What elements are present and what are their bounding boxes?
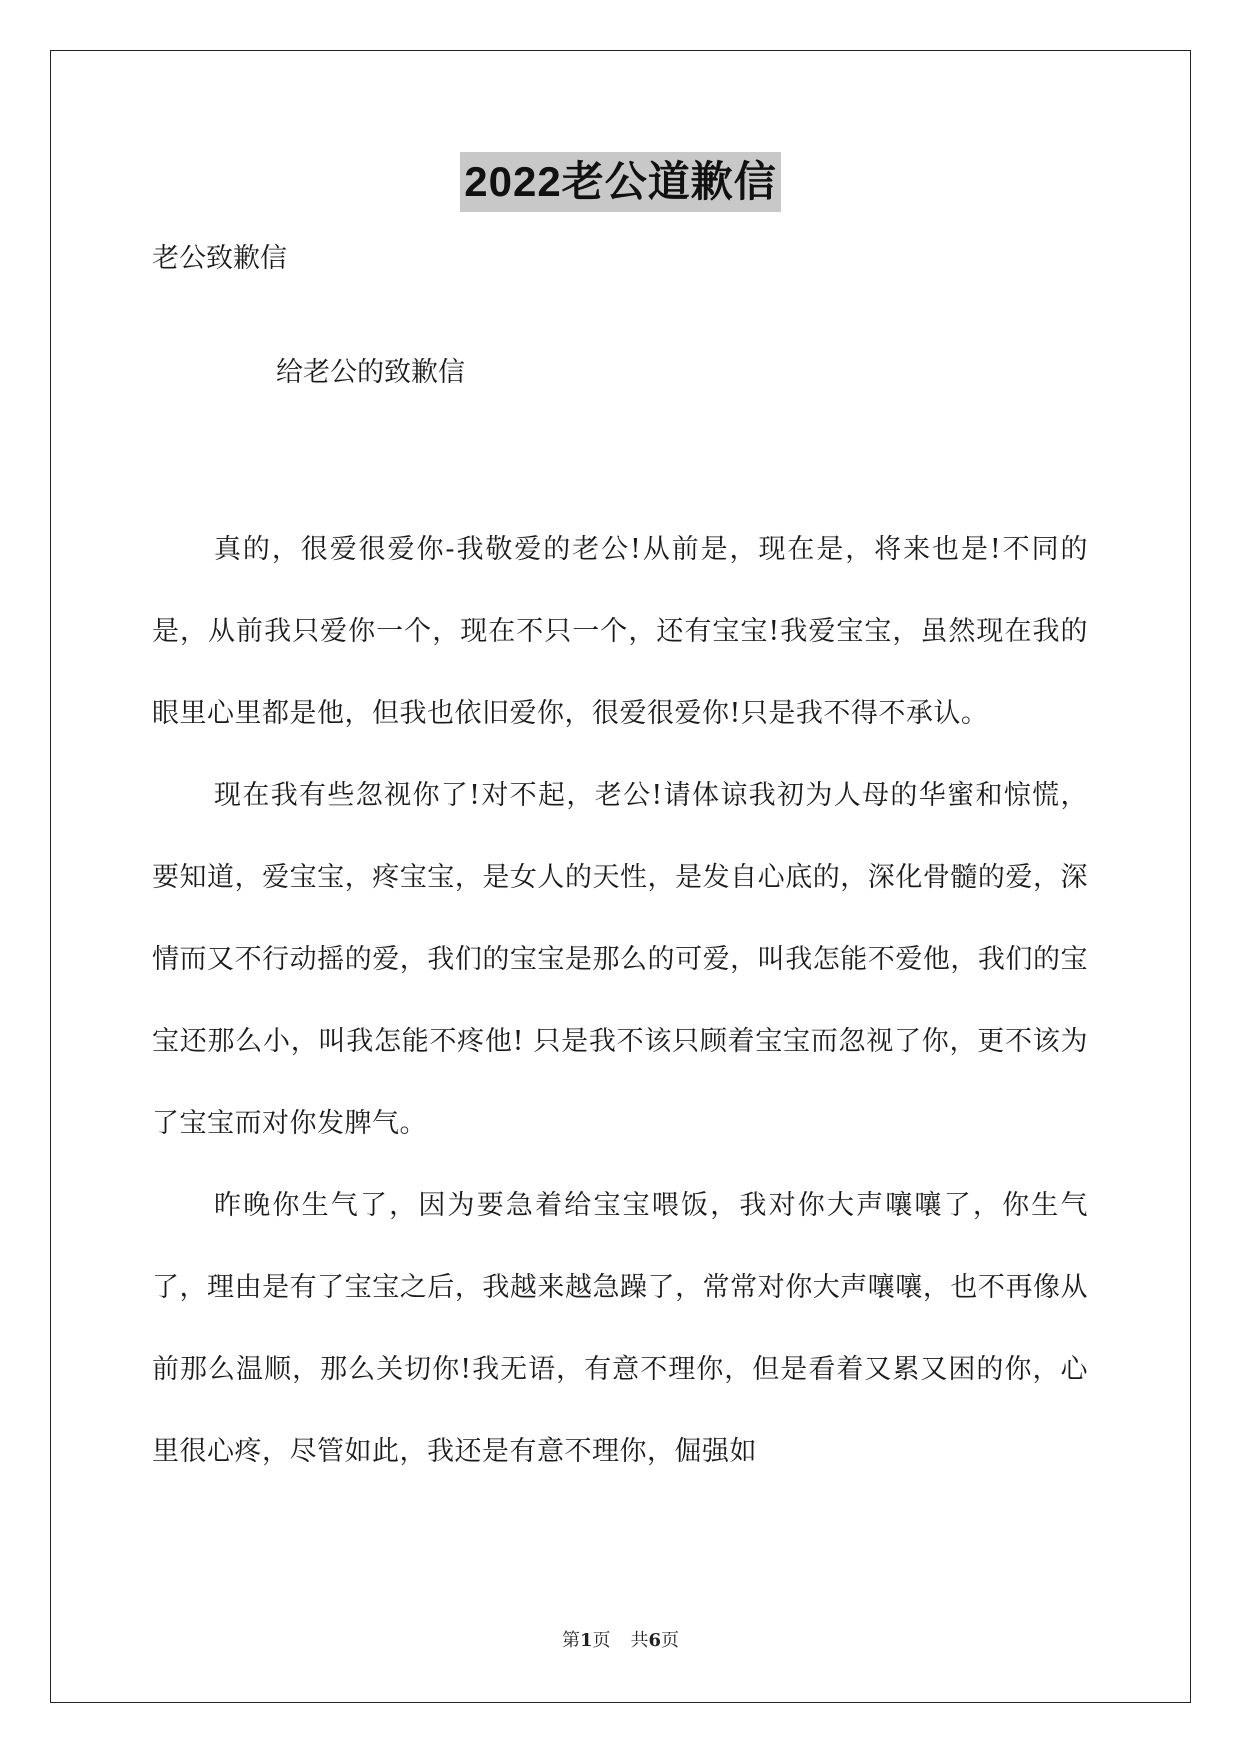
footer-prefix: 第 — [561, 1630, 580, 1651]
heading-line-2: 给老公的致歉信 — [276, 357, 465, 388]
paragraph: 现在我有些忽视你了!对不起，老公!请体谅我初为人母的华蜜和惊慌，要知道，爱宝宝，疼宝宝，是女人的天性，是发自心底的，深化骨髓的爱，深情而又不行动摇的爱，我们的宝宝是那么的可爱，叫我怎能不爱他，我们的宝宝还那么小，叫我怎能不疼他! 只是我不该只顾着宝宝而忽视了你，更不该为了宝宝而对你发脾气。 — [152, 780, 1088, 1139]
footer-page-suffix: 页 — [592, 1630, 611, 1651]
footer-total-prefix: 共 — [630, 1630, 649, 1651]
footer-total-suffix: 页 — [661, 1630, 680, 1651]
document-title: 2022老公道歉信 — [460, 152, 780, 212]
paragraph: 真的，很爱很爱你-我敬爱的老公!从前是，现在是，将来也是!不同的是，从前我只爱你一个，现在不只一个，还有宝宝!我爱宝宝，虽然现在我的眼里心里都是他，但我也依旧爱你，很爱很爱你!只是我不得不承认。 — [152, 534, 1088, 729]
footer-page-number: 1 — [579, 1630, 593, 1651]
heading-line-1: 老公致歉信 — [152, 243, 287, 274]
footer-total-pages: 6 — [648, 1630, 662, 1651]
paragraph: 昨晚你生气了，因为要急着给宝宝喂饭，我对你大声嚷嚷了，你生气了，理由是有了宝宝之后，我越来越急躁了，常常对你大声嚷嚷，也不再像从前那么温顺，那么关切你!我无语，有意不理你，但是看着又累又困的你，心里很心疼，尽管如此，我还是有意不理你，倔强如 — [152, 1190, 1088, 1467]
title-container — [0, 152, 1241, 212]
letter-body — [152, 509, 1088, 1493]
page-footer — [0, 1626, 1241, 1652]
